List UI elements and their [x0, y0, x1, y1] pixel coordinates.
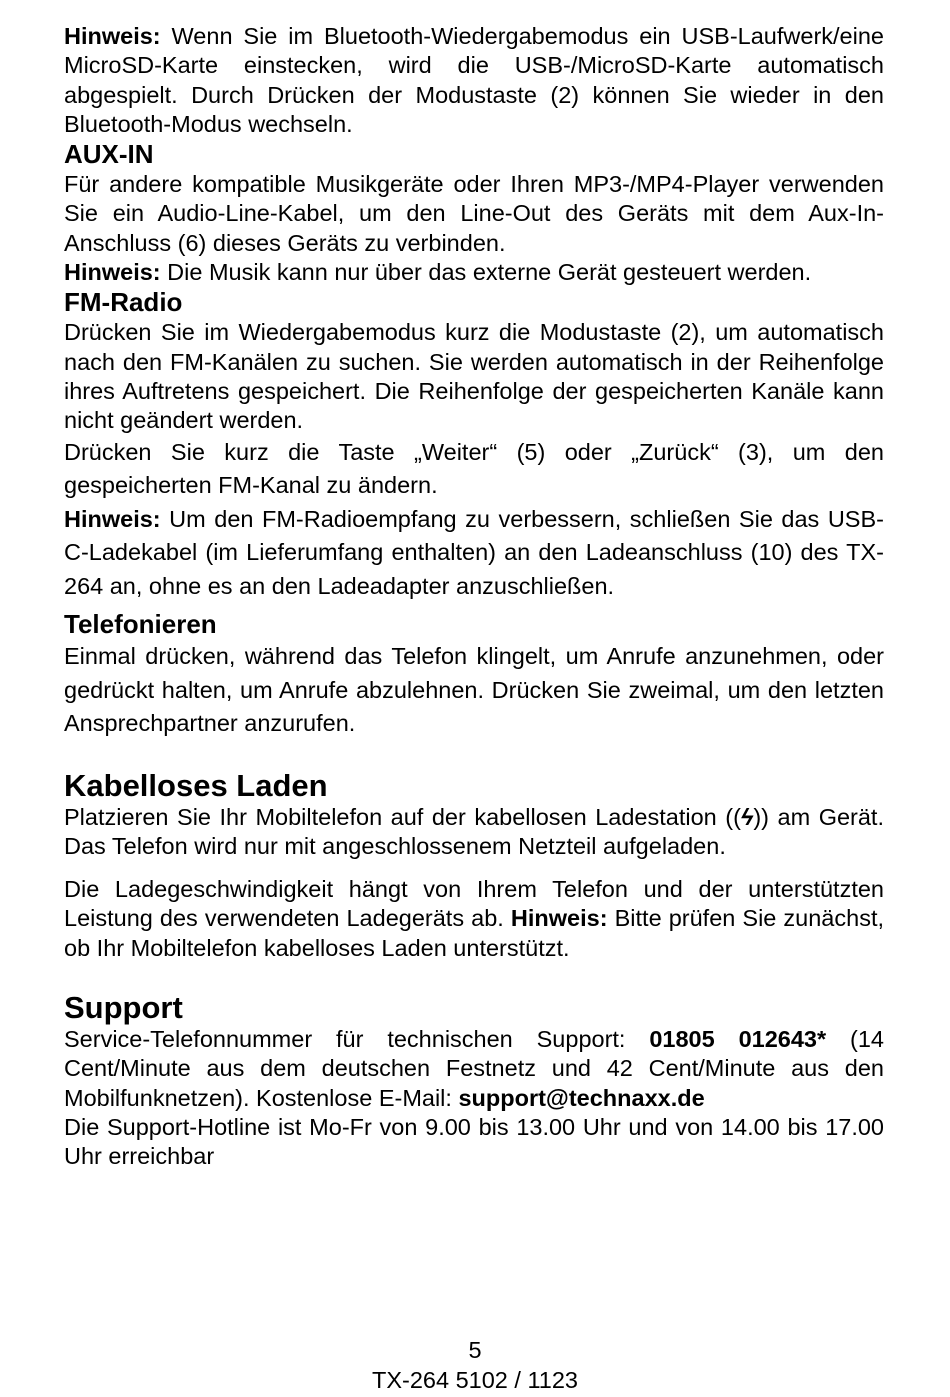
aux-heading: AUX-IN [64, 139, 154, 170]
note-text: Um den FM-Radioempfang zu verbessern, schließen Sie das USB-C-Ladekabel (im Lieferumfang enthalten) an den Ladeanschluss (10) des TX-264 an, ohne es an den Ladeadapter anzuschließen. [64, 505, 884, 599]
support-heading: Support [64, 990, 183, 1026]
wireless-text-1 [64, 803, 884, 862]
phone-heading: Telefonieren [64, 609, 217, 640]
aux-note [64, 258, 884, 287]
note-label: Hinweis: [64, 23, 161, 49]
support-phone: 01805 012643* [649, 1026, 827, 1053]
page-number: 5 [468, 1337, 482, 1363]
aux-text: Für andere kompatible Musikgeräte oder Ihren MP3-/MP4-Player verwenden Sie ein Audio-Line-Kabel, um den Line-Out des Geräts mit dem Aux-In-Anschluss (6) dieses Geräts zu verbinden. [64, 171, 884, 256]
support-text-before: Service-Telefonnummer für technischen Support: [64, 1026, 650, 1053]
support-hours: Die Support-Hotline ist Mo-Fr von 9.00 bis 13.00 Uhr und von 14.00 bis 17.00 Uhr erreichbar [64, 1113, 884, 1170]
wireless-text-2 [64, 875, 884, 963]
bluetooth-note [64, 22, 884, 139]
support-text-mid: (14 Cent/Minute aus dem deutschen Festnetz und 42 Cent/Minute aus den Mobilfunknetzen). Kostenlose E-Mail: [64, 1026, 884, 1111]
fm-text-1: Drücken Sie im Wiedergabemodus kurz die Modustaste (2), um automatisch nach den FM-Kanälen zu suchen. Sie werden automatisch in der Reihenfolge ihres Auftretens gespeichert. Die Reihenfolge der gespeicherten Kanäle kann nicht geändert werden. [64, 319, 884, 434]
fm-heading: FM-Radio [64, 287, 183, 318]
document-page [64, 22, 884, 1172]
wireless-charging-icon: ϟ [740, 803, 754, 830]
wireless-text-before: Platzieren Sie Ihr Mobiltelefon auf der kabellosen Ladestation (( [64, 803, 741, 830]
note-text: Wenn Sie im Bluetooth-Wiedergabemodus ein USB-Laufwerk/eine MicroSD-Karte einstecken, wird die USB-/MicroSD-Karte automatisch abgespielt. Durch Drücken der Modustaste (2) können Sie wieder in den Bluetooth-Modus wechseln. [64, 23, 884, 137]
note-text: Bitte prüfen Sie zunächst, ob Ihr Mobiltelefon kabelloses Laden unterstützt. [64, 905, 885, 961]
document-id: TX-264 5102 / 1123 [372, 1367, 578, 1393]
support-email[interactable]: support@technaxx.de [458, 1084, 705, 1111]
wireless-heading: Kabelloses Laden [64, 767, 328, 803]
support-text [64, 1025, 884, 1113]
wireless-speed-text: Die Ladegeschwindigkeit hängt von Ihrem Telefon und der unterstützten Leistung des verwendeten Ladegeräts ab. [64, 876, 884, 932]
note-text: Die Musik kann nur über das externe Gerät gesteuert werden. [160, 259, 812, 286]
note-label: Hinweis: [64, 505, 161, 532]
wireless-text-after: )) am Gerät. Das Telefon wird nur mit angeschlossenem Netzteil aufgeladen. [64, 803, 884, 859]
fm-text-2: Drücken Sie kurz die Taste „Weiter“ (5) oder „Zurück“ (3), um den gespeicherten FM-Kanal zu ändern. [64, 438, 884, 499]
fm-note [64, 503, 884, 604]
note-label: Hinweis: [64, 259, 161, 286]
note-label: Hinweis: [510, 905, 608, 932]
phone-text: Einmal drücken, während das Telefon klingelt, um Anrufe anzunehmen, oder gedrückt halten, um Anrufe abzulehnen. Drücken Sie zweimal, um den letzten Ansprechpartner anzurufen. [64, 643, 884, 737]
